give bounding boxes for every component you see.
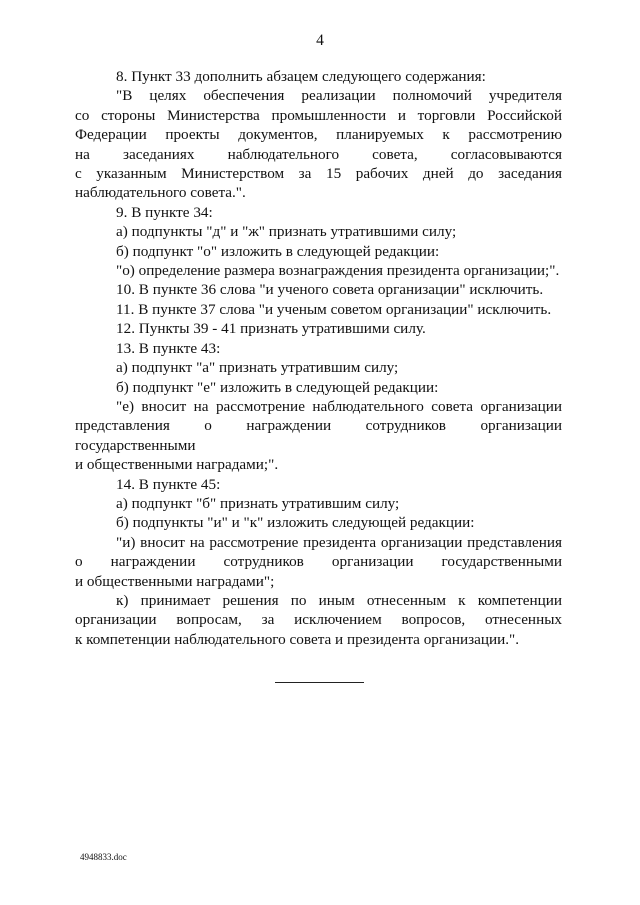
footer-filename: 4948833.doc [80, 852, 127, 862]
quote-line: к компетенции наблюдательного совета и президента организации.". [75, 630, 520, 648]
quote-line: организации вопросам, за исключением вопросов, отнесенных [75, 611, 562, 629]
quote-line: Федерации проекты документов, планируемых к рассмотрению [75, 126, 562, 144]
quote-line: со стороны Министерства промышленности и торговли Российской [75, 106, 562, 124]
document-body [75, 67, 562, 649]
quote-line: на заседаниях наблюдательного совета, согласовываются [75, 145, 562, 163]
quote-line: "е) вносит на рассмотрение наблюдательного совета организации [116, 397, 562, 415]
quote-line: к) принимает решения по иным отнесенным к компетенции [116, 591, 562, 609]
quote-line: "и) вносит на рассмотрение президента организации представления [116, 533, 562, 551]
quote-line: "о) определение размера вознаграждения президента организации;". [116, 262, 560, 280]
quote-line: и общественными наградами;". [75, 456, 279, 474]
paragraph-item-14: 14. В пункте 45: [116, 475, 221, 493]
quote-line: с указанным Министерством за 15 рабочих дней до заседания [75, 165, 562, 183]
separator-line [275, 682, 364, 683]
paragraph-item-12: 12. Пункты 39 - 41 признать утратившими силу. [116, 320, 426, 338]
paragraph-item-10: 10. В пункте 36 слова "и ученого совета организации" исключить. [116, 281, 544, 299]
subitem-line: а) подпункты "д" и "ж" признать утратившими силу; [116, 223, 457, 241]
page-number: 4 [316, 32, 324, 49]
subitem-line: а) подпункт "б" признать утратившим силу; [116, 494, 400, 512]
paragraph-item-13: 13. В пункте 43: [116, 339, 221, 357]
quote-line: наблюдательного совета.". [75, 184, 246, 202]
subitem-line: б) подпункты "и" и "к" изложить следующей редакции: [116, 514, 475, 532]
subitem-line: б) подпункт "е" изложить в следующей редакции: [116, 378, 439, 396]
quote-line: о награждении сотрудников организации государственными [75, 553, 562, 571]
paragraph-item-8: 8. Пункт 33 дополнить абзацем следующего содержания: [116, 68, 486, 85]
paragraph-item-9: 9. В пункте 34: [116, 203, 213, 221]
subitem-line: а) подпункт "а" признать утратившим силу; [116, 359, 399, 377]
subitem-line: б) подпункт "о" изложить в следующей редакции: [116, 242, 440, 260]
paragraph-item-11: 11. В пункте 37 слова "и ученым советом организации" исключить. [116, 300, 552, 318]
quote-line: представления о награждении сотрудников организации государственными [75, 417, 562, 454]
quote-line: "В целях обеспечения реализации полномочий учредителя [116, 87, 562, 105]
quote-line: и общественными наградами"; [75, 572, 275, 590]
